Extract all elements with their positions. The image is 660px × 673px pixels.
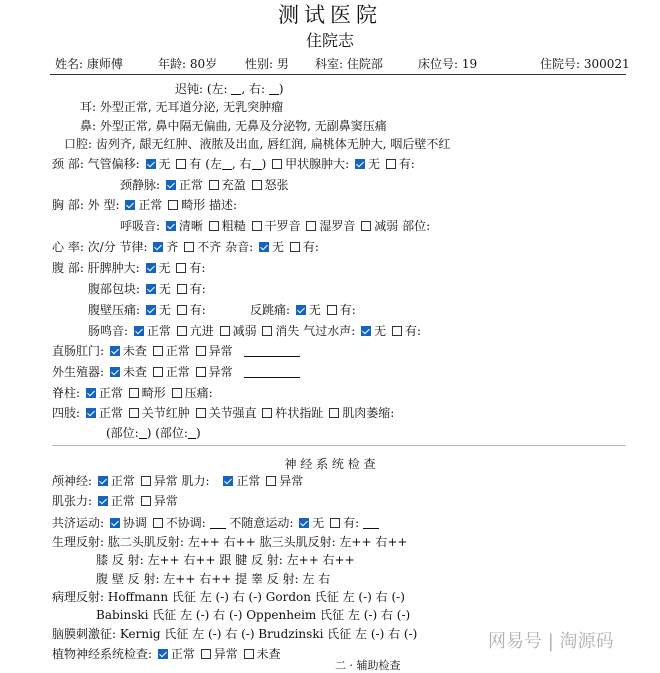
hospital-name: 测试医院 xyxy=(278,3,382,27)
checkbox[interactable] xyxy=(129,388,139,398)
checkbox[interactable] xyxy=(252,180,262,190)
tender-row: 腹壁压痛: 无 有: xyxy=(88,303,206,317)
admission-number: 住院号: 300021 xyxy=(540,57,630,71)
spine-row: 脊柱: 正常 畸形 压痛: xyxy=(52,386,213,400)
babinski-row: Babinski 氏征 左 (-) 右 (-) Oppenheim 氏征 左 (-) 右 (-) xyxy=(96,608,411,622)
checkbox[interactable] xyxy=(86,408,96,418)
bed-number: 床位号: 19 xyxy=(418,57,478,71)
checkbox[interactable] xyxy=(296,305,306,315)
checkbox[interactable] xyxy=(86,388,96,398)
checkbox[interactable] xyxy=(355,159,365,169)
checkbox[interactable] xyxy=(209,180,219,190)
header-divider xyxy=(50,74,626,75)
patient-age: 年龄: 80岁 xyxy=(158,57,218,71)
checkbox[interactable] xyxy=(129,408,139,418)
patient-name: 姓名: 康师傅 xyxy=(55,57,123,71)
tone-row: 肌张力: 正常 异常 xyxy=(52,494,178,508)
checkbox[interactable] xyxy=(392,326,402,336)
breath-row: 呼吸音: 清晰 粗糙 干罗音 湿罗音 减弱 部位: xyxy=(120,219,431,233)
checkbox[interactable] xyxy=(220,326,230,336)
checkbox[interactable] xyxy=(146,305,156,315)
checkbox[interactable] xyxy=(141,496,151,506)
mass-row: 腹部包块: 无 有: xyxy=(88,282,206,296)
checkbox[interactable] xyxy=(290,242,300,252)
checkbox[interactable] xyxy=(244,649,254,659)
checkbox[interactable] xyxy=(110,346,120,356)
checkbox[interactable] xyxy=(299,518,309,528)
abdomen-row: 腹 部: 肝脾肿大: 无 有: xyxy=(52,261,206,275)
coordination-row: 共济运动: 协调 不协调: 不随意运动: 无 有: xyxy=(52,516,379,530)
checkbox[interactable] xyxy=(176,159,186,169)
checkbox[interactable] xyxy=(330,518,340,528)
section-divider xyxy=(52,445,626,446)
checkbox[interactable] xyxy=(110,367,120,377)
nose-exam: 鼻: 外型正常, 鼻中隔无偏曲, 无鼻及分泌物, 无副鼻窦压痛 xyxy=(80,119,387,133)
checkbox[interactable] xyxy=(146,284,156,294)
pathologic-reflex-row: 病理反射: Hoffmann 氏征 左 (-) 右 (-) Gordon 氏征 左 (-) 右 (-) xyxy=(52,590,405,604)
bowel-row: 肠鸣音: 正常 亢进 减弱 消失 气过水声: 无 有: xyxy=(88,324,422,338)
neuro-section-title: 神 经 系 统 检 查 xyxy=(284,457,376,471)
checkbox[interactable] xyxy=(166,221,176,231)
physio-reflex-row: 生理反射: 肱二头肌反射: 左++ 右++ 肱三头肌反射: 左++ 右++ xyxy=(52,535,408,549)
checkbox[interactable] xyxy=(361,221,371,231)
autonomic-row: 植物神经系统检查: 正常 异常 未查 xyxy=(52,647,281,661)
checkbox[interactable] xyxy=(168,200,178,210)
checkbox[interactable] xyxy=(146,159,156,169)
aux-exam-heading: 二 · 辅助检查 xyxy=(335,659,401,672)
checkbox[interactable] xyxy=(98,496,108,506)
checkbox[interactable] xyxy=(272,159,282,169)
checkbox[interactable] xyxy=(259,242,269,252)
checkbox[interactable] xyxy=(196,346,206,356)
checkbox[interactable] xyxy=(201,649,211,659)
cranial-row: 颅神经: 正常 异常 肌力: 正常 异常 xyxy=(52,474,304,488)
patient-dept: 科室: 住院部 xyxy=(315,57,383,71)
checkbox[interactable] xyxy=(262,408,272,418)
knee-reflex-row: 膝 反 射: 左++ 右++ 跟 腱 反 射: 左++ 右++ xyxy=(96,553,355,567)
checkbox[interactable] xyxy=(266,476,276,486)
checkbox[interactable] xyxy=(158,649,168,659)
abdominal-reflex-row: 腹 壁 反 射: 左++ 右++ 提 睾 反 射: 左 右 xyxy=(96,572,331,586)
checkbox[interactable] xyxy=(262,326,272,336)
checkbox[interactable] xyxy=(361,326,371,336)
patient-gender: 性别: 男 xyxy=(245,57,289,71)
limbs-site-row: (部位: ) (部位: ) xyxy=(106,426,201,440)
heart-row: 心 率: 次/分 节律: 齐 不齐 杂音: 无 有: xyxy=(52,240,319,254)
genital-row: 外生殖器: 未查 正常 异常 xyxy=(52,365,300,379)
checkbox[interactable] xyxy=(386,159,396,169)
checkbox[interactable] xyxy=(196,408,206,418)
checkbox[interactable] xyxy=(177,284,187,294)
checkbox[interactable] xyxy=(177,305,187,315)
checkbox[interactable] xyxy=(327,305,337,315)
checkbox[interactable] xyxy=(146,263,156,273)
document-title: 住院志 xyxy=(305,31,354,50)
checkbox[interactable] xyxy=(184,242,194,252)
checkbox[interactable] xyxy=(209,221,219,231)
checkbox[interactable] xyxy=(176,263,186,273)
watermark: 网易号 | 淘源码 xyxy=(488,631,614,652)
checkbox[interactable] xyxy=(141,476,151,486)
checkbox[interactable] xyxy=(153,367,163,377)
checkbox[interactable] xyxy=(172,388,182,398)
checkbox[interactable] xyxy=(110,518,120,528)
limbs-row: 四肢: 正常 关节红肿 关节强直 杵状指趾 肌肉萎缩: xyxy=(52,406,395,420)
hearing-row: 迟钝: (左: , 右: ) xyxy=(175,82,284,96)
meningeal-row: 脑膜刺激征: Kernig 氏征 左 (-) 右 (-) Brudzinski 氏征 左 (-) 右 (-) xyxy=(52,627,418,641)
checkbox[interactable] xyxy=(125,200,135,210)
neck-row: 颈 部: 气管偏移: 无 有 (左 , 右 ) 甲状腺肿大: 无 有: xyxy=(52,157,415,171)
rebound-row: 反跳痛: 无 有: xyxy=(250,303,356,317)
ear-exam: 耳: 外型正常, 无耳道分泌, 无乳突肿瘤 xyxy=(80,100,284,114)
checkbox[interactable] xyxy=(166,180,176,190)
checkbox[interactable] xyxy=(329,408,339,418)
chest-row: 胸 部: 外 型: 正常 畸形 描述: xyxy=(52,198,238,212)
checkbox[interactable] xyxy=(223,476,233,486)
checkbox[interactable] xyxy=(177,326,187,336)
checkbox[interactable] xyxy=(306,221,316,231)
mouth-exam: 口腔: 齿列齐, 龈无红肿、液脓及出血, 唇红润, 扁桃体无肿大, 咽后壁不红 xyxy=(64,137,451,151)
checkbox[interactable] xyxy=(153,346,163,356)
checkbox[interactable] xyxy=(98,476,108,486)
checkbox[interactable] xyxy=(252,221,262,231)
rectal-row: 直肠肛门: 未查 正常 异常 xyxy=(52,344,300,358)
checkbox[interactable] xyxy=(134,326,144,336)
checkbox[interactable] xyxy=(196,367,206,377)
checkbox[interactable] xyxy=(153,242,163,252)
checkbox[interactable] xyxy=(153,518,163,528)
jugular-row: 颈静脉: 正常 充盈 怒张 xyxy=(120,178,289,192)
